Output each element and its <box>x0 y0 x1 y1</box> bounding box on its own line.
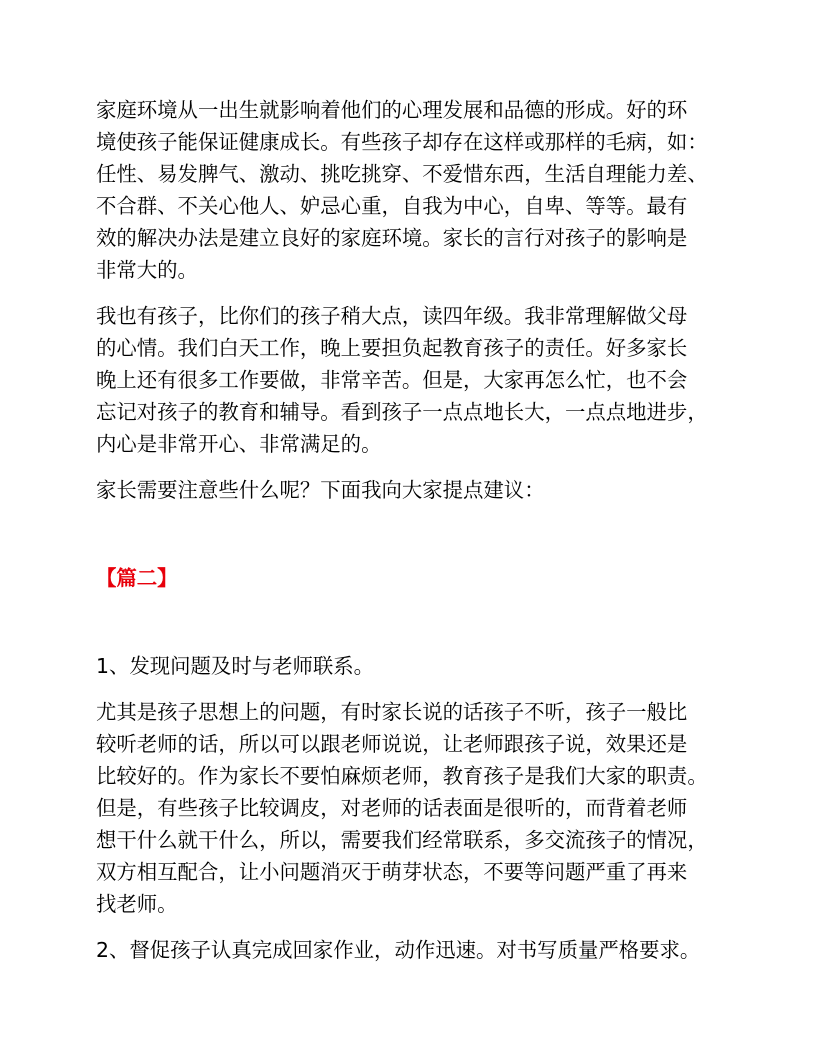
document-page <box>96 94 724 966</box>
paragraph-my-child: 我也有孩子，比你们的孩子稍大点，读四年级。我非常理解做父母 的心情。我们白天工作，晚上要担负起教育孩子的责任。好多家长 晚上还有很多工作要做，非常辛苦。但是，大家再怎么忙，也不会 忘记对孩子的教育和辅导。看到孩子一点点地长大，一点点地进步， 内心是非常开心、非常满足的。 <box>96 304 708 456</box>
paragraph-suggestions-intro: 家长需要注意些什么呢？下面我向大家提点建议： <box>96 478 545 502</box>
paragraph-family-environment: 家庭环境从一出生就影响着他们的心理发展和品德的形成。好的环 境使孩子能保证健康成长。有些孩子却存在这样或那样的毛病，如： 任性、易发脾气、激动、挑吃挑穿、不爱惜东西，生活自理能力差、 不合群、不关心他人、妒忌心重，自我为中心，自卑、等等。最有 效的解决办法是建立良好的家庭环境。家长的言行对孩子的影响是 非常大的。 <box>96 98 708 282</box>
list-item-homework: 2、督促孩子认真完成回家作业，动作迅速。对书写质量严格要求。 <box>96 938 701 962</box>
list-item-contact-teacher: 1、发现问题及时与老师联系。 <box>96 654 375 678</box>
paragraph-thinking-problems: 尤其是孩子思想上的问题，有时家长说的话孩子不听，孩子一般比 较听老师的话，所以可以跟老师说说，让老师跟孩子说，效果还是 比较好的。作为家长不要怕麻烦老师，教育孩子是我们大家的职责。 但是，有些孩子比较调皮，对老师的话表面是很听的，而背着老师 想干什么就干什么，所以，需要我们经常联系，多交流孩子的情况， 双方相互配合，让小问题消灭于萌芽状态，不要等问题严重了再来 找老师。 <box>96 700 708 916</box>
section-heading: 【篇二】 <box>96 566 178 590</box>
